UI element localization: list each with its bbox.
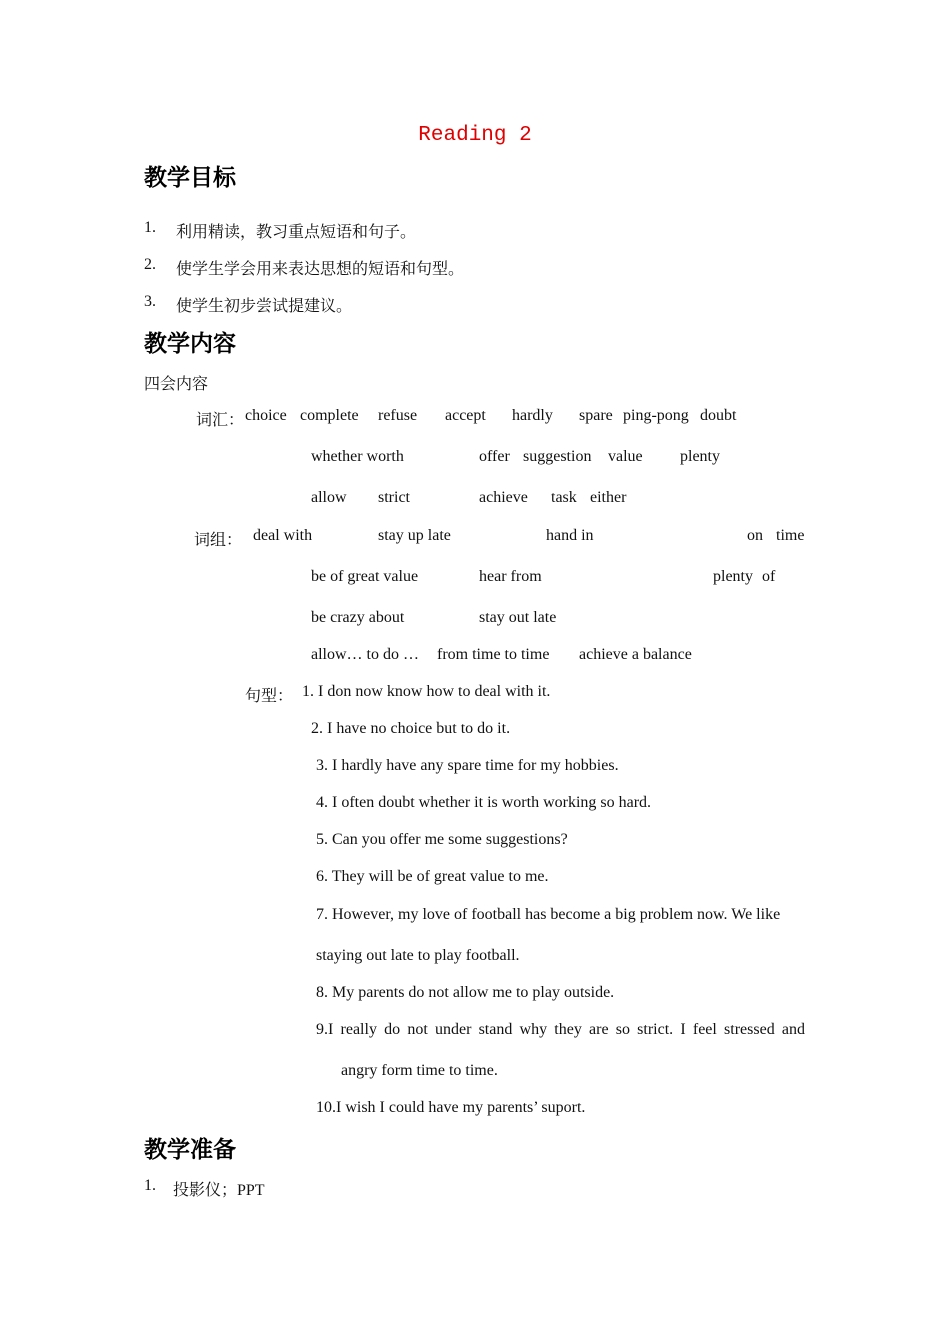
phrase: be of great value xyxy=(311,568,419,585)
objective-item xyxy=(144,293,156,311)
vocab-word: doubt xyxy=(700,407,737,424)
sentence: staying out late to play football. xyxy=(316,947,520,964)
preparation-number: 1. xyxy=(144,1177,156,1194)
sentence: 3. I hardly have any spare time for my hobbies. xyxy=(316,757,619,774)
page-title: Reading 2 xyxy=(418,124,532,147)
vocab-word: offer xyxy=(479,448,510,465)
phrase: from time to time xyxy=(437,646,550,663)
vocab-word: plenty xyxy=(680,448,720,465)
phrase: be crazy about xyxy=(311,609,405,626)
preparation-text: 投影仪；PPT xyxy=(173,1182,265,1199)
objective-text: 使学生学会用来表达思想的短语和句型。 xyxy=(176,261,465,278)
phrase: deal with xyxy=(253,527,313,544)
objective-item xyxy=(144,256,156,274)
content-subheading: 四会内容 xyxy=(144,376,209,393)
sentence: 6. They will be of great value to me. xyxy=(316,868,549,885)
sentence: 4. I often doubt whether it is worth working so hard. xyxy=(316,794,652,811)
sentence-label: 句型： xyxy=(245,688,294,705)
phrase-label: 词组： xyxy=(194,532,243,549)
objective-text: 利用精读，教习重点短语和句子。 xyxy=(176,224,417,241)
vocab-label: 词汇： xyxy=(196,412,245,429)
heading-content: 教学内容 xyxy=(144,331,236,357)
vocab-word: hardly xyxy=(512,407,553,424)
sentence: 9.I really do not under stand why they are so strict. I feel stressed and xyxy=(316,1021,805,1038)
objective-item xyxy=(144,219,156,237)
sentence: 1. I don now know how to deal with it. xyxy=(302,683,551,700)
vocab-word: achieve xyxy=(479,489,528,506)
sentence: 7. However, my love of football has become a big problem now. We like xyxy=(316,906,781,923)
phrase: plenty xyxy=(713,568,753,585)
phrase: of xyxy=(762,568,776,585)
objective-number: 1. xyxy=(144,219,156,236)
objective-text: 使学生初步尝试提建议。 xyxy=(176,298,353,315)
phrase: time xyxy=(776,527,805,544)
vocab-word: accept xyxy=(445,407,486,424)
sentence: angry form time to time. xyxy=(341,1062,498,1079)
vocab-word: spare xyxy=(579,407,613,424)
sentence: 5. Can you offer me some suggestions? xyxy=(316,831,568,848)
objective-number: 3. xyxy=(144,293,156,310)
vocab-word: choice xyxy=(245,407,287,424)
phrase: hand in xyxy=(546,527,594,544)
phrase: achieve a balance xyxy=(579,646,692,663)
vocab-word: allow xyxy=(311,489,347,506)
vocab-word: refuse xyxy=(378,407,418,424)
vocab-word: either xyxy=(590,489,627,506)
heading-preparation: 教学准备 xyxy=(144,1137,236,1163)
objective-number: 2. xyxy=(144,256,156,273)
vocab-word: whether worth xyxy=(311,448,404,465)
phrase: stay out late xyxy=(479,609,557,626)
vocab-word: complete xyxy=(300,407,359,424)
phrase: stay up late xyxy=(378,527,451,544)
heading-objectives: 教学目标 xyxy=(144,165,236,191)
sentence: 2. I have no choice but to do it. xyxy=(311,720,511,737)
vocab-word: strict xyxy=(378,489,410,506)
vocab-word: task xyxy=(551,489,577,506)
phrase: hear from xyxy=(479,568,542,585)
vocab-word: value xyxy=(608,448,643,465)
vocab-word: ping-pong xyxy=(623,407,689,424)
phrase: allow… to do … xyxy=(311,646,419,663)
sentence: 8. My parents do not allow me to play outside. xyxy=(316,984,615,1001)
phrase: on xyxy=(747,527,763,544)
sentence: 10.I wish I could have my parents’ suport. xyxy=(316,1099,586,1116)
vocab-word: suggestion xyxy=(523,448,592,465)
